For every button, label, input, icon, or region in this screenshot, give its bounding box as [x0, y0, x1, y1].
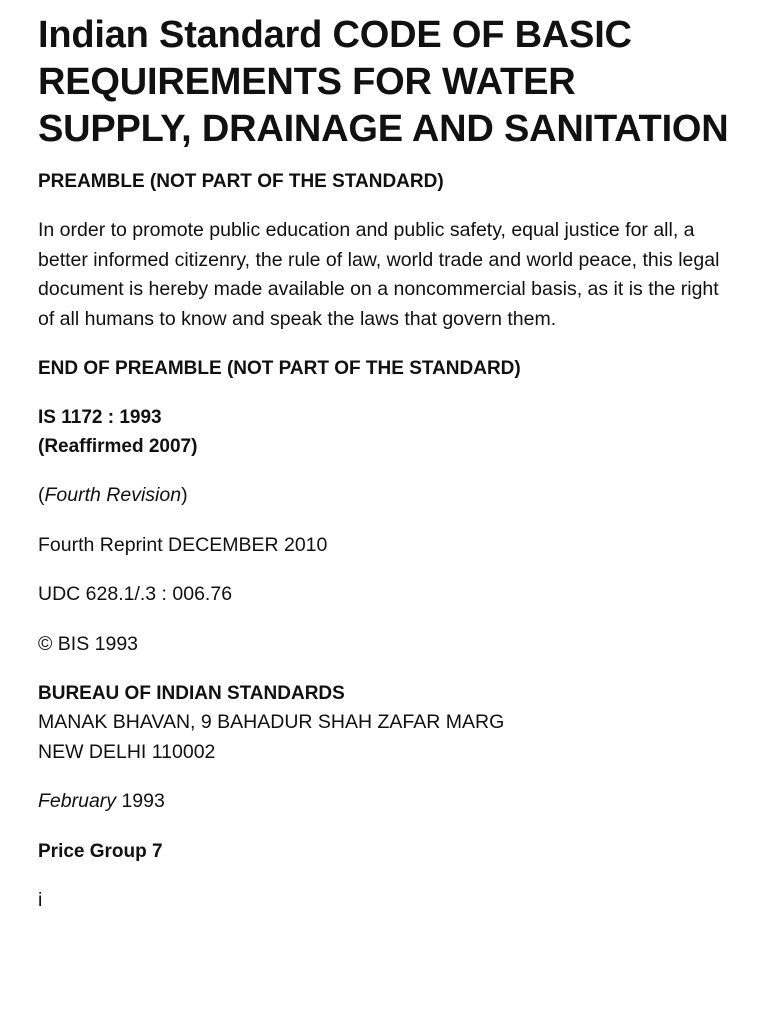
revision-line [38, 481, 730, 511]
standard-number: IS 1172 : 1993 [38, 407, 162, 428]
page-number: i [38, 888, 43, 911]
standard-id-block [38, 403, 730, 461]
reaffirmed-note: (Reaffirmed 2007) [38, 436, 198, 457]
publisher-name: BUREAU OF INDIAN STANDARDS [38, 683, 345, 704]
address-line-2: NEW DELHI 110002 [38, 740, 216, 763]
publisher-block [38, 679, 730, 767]
document-title: Indian Standard CODE OF BASIC REQUIREMENTS FOR WATER SUPPLY, DRAINAGE AND SANITATION [38, 14, 729, 150]
date-year: 1993 [116, 790, 165, 812]
reprint-line: Fourth Reprint DECEMBER 2010 [38, 533, 328, 556]
revision-close-paren: ) [181, 484, 188, 506]
address-line-1: MANAK BHAVAN, 9 BAHADUR SHAH ZAFAR MARG [38, 711, 505, 733]
revision-open-paren: ( [38, 484, 45, 506]
preamble-end: END OF PREAMBLE (NOT PART OF THE STANDARD) [38, 358, 521, 379]
udc-line: UDC 628.1/.3 : 006.76 [38, 583, 233, 605]
preamble-text: In order to promote public education and public safety, equal justice for all, a better informed citizenry, the rule of law, world trade and world peace, this legal document is hereby made available on a noncommercial basis, as it is the right of all humans to know and speak the laws that govern them. [38, 219, 720, 330]
copyright-line: © BIS 1993 [38, 632, 139, 655]
date-month: February [38, 790, 117, 812]
revision-text: Fourth Revision [44, 484, 182, 506]
date-line [38, 787, 730, 817]
preamble-heading: PREAMBLE (NOT PART OF THE STANDARD) [38, 171, 444, 192]
price-group: Price Group 7 [38, 840, 163, 862]
